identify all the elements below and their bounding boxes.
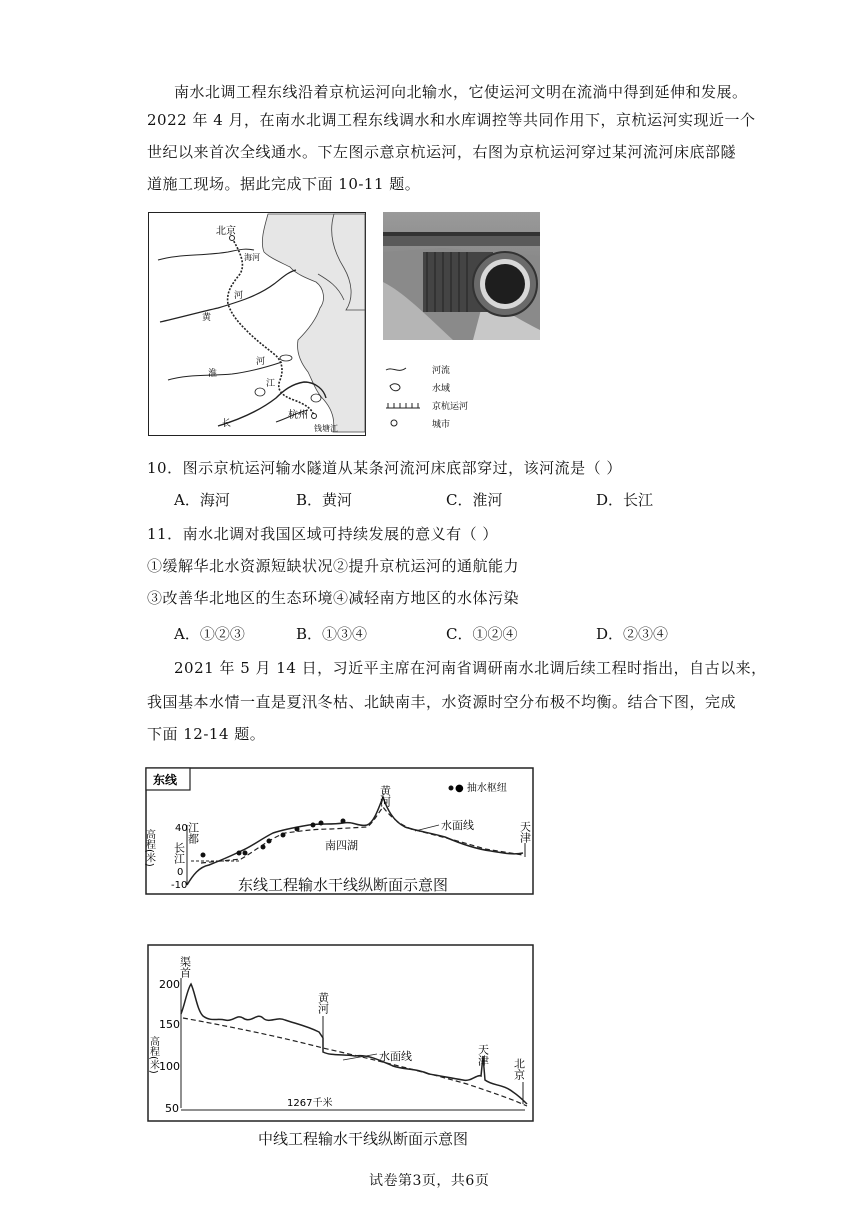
middle-tick-150: 150 bbox=[159, 1018, 180, 1031]
legend-canal: 京杭运河 bbox=[432, 402, 469, 412]
q11-items-1: ①缓解华北水资源短缺状况②提升京杭运河的通航能力 bbox=[147, 557, 520, 575]
page-footer: 试卷第3页，共6页 bbox=[369, 1173, 490, 1189]
map-legend bbox=[384, 362, 524, 432]
intro1-line-3: 世纪以来首次全线通水。下左图示意京杭运河，右图为京杭运河穿过某河流河床底部隧 bbox=[147, 143, 737, 161]
map-label-huang: 黄 bbox=[202, 313, 212, 323]
q10-option-b[interactable]: B．黄河 bbox=[296, 491, 353, 509]
east-box-label: 东线 bbox=[153, 773, 178, 787]
map-label-jiang: 江 bbox=[266, 379, 276, 389]
q10-option-d[interactable]: D．长江 bbox=[596, 491, 654, 509]
intro2-line-3: 下面 12-14 题。 bbox=[147, 725, 266, 743]
east-waterline: 水面线 bbox=[441, 819, 474, 832]
middle-distance: 1267千米 bbox=[287, 1098, 333, 1109]
q11-option-a[interactable]: A．①②③ bbox=[174, 625, 245, 643]
intro1-line-1: 南水北调工程东线沿着京杭运河向北输水，它使运河文明在流淌中得到延伸和发展。 bbox=[174, 83, 748, 101]
middle-tick-100: 100 bbox=[159, 1060, 180, 1073]
middle-tianjin: 天津 bbox=[476, 1044, 490, 1066]
q10-option-c[interactable]: C．淮河 bbox=[446, 491, 503, 509]
canal-map bbox=[148, 212, 366, 436]
q10-option-a[interactable]: A．海河 bbox=[174, 491, 230, 509]
intro2-line-2: 我国基本水情一直是夏汛冬枯、北缺南丰，水资源时空分布极不均衡。结合下图，完成 bbox=[147, 693, 737, 711]
intro2-line-1: 2021 年 5 月 14 日，习近平主席在河南省调研南水北调后续工程时指出，自古以来， bbox=[174, 659, 767, 677]
intro1-line-2: 2022 年 4 月，在南水北调工程东线调水和水库调控等共同作用下，京杭运河实现近一个 bbox=[147, 111, 756, 129]
east-huanghe: 黄河 bbox=[378, 785, 392, 807]
map-label-he2: 河 bbox=[256, 357, 266, 367]
east-nansihu: 南四湖 bbox=[325, 839, 358, 852]
tunnel-photo bbox=[383, 212, 540, 340]
east-tick-40: 40 bbox=[175, 823, 188, 834]
map-label-he1: 河 bbox=[234, 291, 244, 301]
q11-items-2: ③改善华北地区的生态环境④减轻南方地区的水体污染 bbox=[147, 589, 520, 607]
map-label-hangzhou: 杭州 bbox=[288, 410, 308, 421]
legend-river: 河流 bbox=[432, 366, 451, 376]
east-tick-0: 0 bbox=[177, 867, 184, 878]
east-legend: ● 抽水枢纽 bbox=[455, 783, 507, 794]
middle-route-profile bbox=[147, 944, 535, 1124]
middle-waterline: 水面线 bbox=[379, 1050, 412, 1063]
east-changjiang: 长江 bbox=[172, 842, 186, 864]
east-caption: 东线工程输水干线纵断面示意图 bbox=[238, 876, 449, 894]
east-jiangdu: 江都 bbox=[186, 822, 200, 844]
middle-beijing: 北京 bbox=[512, 1058, 526, 1080]
q11-option-d[interactable]: D．②③④ bbox=[596, 625, 669, 643]
middle-tick-200: 200 bbox=[159, 978, 180, 991]
middle-caption: 中线工程输水干线纵断面示意图 bbox=[258, 1130, 469, 1148]
east-tianjin: 天津 bbox=[518, 821, 532, 843]
map-label-haihe: 海河 bbox=[244, 253, 260, 262]
east-ylabel: 高程(米) bbox=[143, 829, 155, 867]
map-label-beijing: 北京 bbox=[216, 226, 236, 237]
map-label-qiantang: 钱塘江 bbox=[314, 424, 338, 433]
q11-option-c[interactable]: C．①②④ bbox=[446, 625, 518, 643]
intro1-line-4: 道施工现场。据此完成下面 10-11 题。 bbox=[147, 175, 421, 193]
middle-qushou: 渠首 bbox=[178, 956, 192, 978]
map-label-huai: 淮 bbox=[208, 369, 218, 379]
middle-tick-50: 50 bbox=[165, 1102, 179, 1115]
legend-water: 水域 bbox=[432, 384, 451, 394]
q11-stem: 11．南水北调对我国区域可持续发展的意义有（ ） bbox=[147, 525, 498, 543]
legend-city: 城市 bbox=[432, 420, 451, 430]
map-label-chang: 长 bbox=[222, 419, 232, 429]
middle-ylabel: 高程(米) bbox=[147, 1036, 159, 1074]
q11-option-b[interactable]: B．①③④ bbox=[296, 625, 368, 643]
middle-huanghe: 黄河 bbox=[316, 992, 330, 1014]
east-tick-neg10: -10 bbox=[171, 880, 188, 891]
q10-stem: 10．图示京杭运河输水隧道从某条河流河床底部穿过，该河流是（ ） bbox=[147, 459, 622, 477]
